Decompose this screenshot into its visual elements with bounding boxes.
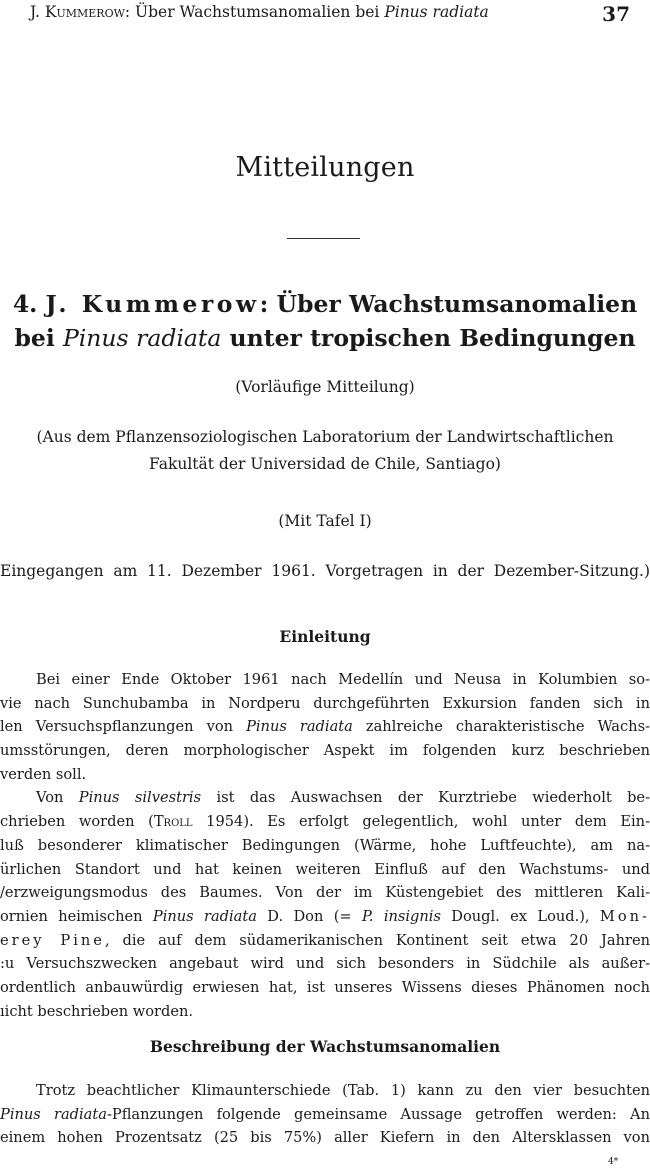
- heading-beschreibung: Beschreibung der Wachstumsanomalien: [149, 1037, 501, 1056]
- institution: [0, 424, 650, 478]
- heading-einleitung: Einleitung: [279, 627, 371, 646]
- text-span: 1954). Es erfolgt gelegentlich, wohl unter dem Ein-: [192, 813, 650, 831]
- article-subtitle: (Vorläufige Mitteilung): [235, 378, 415, 396]
- text-line: vie nach Sunchubamba in Nordperu durchgeführten Exkursion fanden sich in: [0, 694, 650, 712]
- text-span: chrieben worden (: [0, 813, 154, 831]
- cited-author: Troll: [153, 813, 193, 831]
- text-span: ist das Auswachsen der Kurztriebe wiederholt be-: [201, 789, 650, 807]
- text-span: D. Don (=: [256, 907, 362, 925]
- text-span: , die auf dem südamerikanischen Kontinent seit etwa 20 Jahren: [104, 931, 650, 949]
- text-line: /erzweigungsmodus des Baumes. Von der im Küstengebiet des mittleren Kali-: [0, 884, 650, 902]
- article-author: J. Kummerow: [45, 290, 260, 318]
- common-name: erey Pine: [0, 931, 105, 949]
- text-line: [0, 905, 650, 929]
- text-span: -Pflanzungen folgende gemeinsame Aussage getroffen werden: An: [106, 1105, 650, 1123]
- article-title-species: Pinus radiata: [62, 324, 222, 352]
- species-name: Pinus radiata: [152, 907, 257, 925]
- article-title-line-1: [0, 287, 650, 321]
- text-line: verden soll.: [0, 765, 87, 783]
- running-head-author: Kummerow: [44, 3, 125, 21]
- page-number: 37: [602, 2, 630, 26]
- article-title-line-2: [0, 321, 650, 355]
- institution-line-1: (Aus dem Pflanzensoziologischen Laboratorium der Landwirtschaftlichen: [36, 428, 614, 446]
- signature-mark: 4*: [608, 1157, 619, 1167]
- species-name: Pinus silvestris: [78, 789, 202, 807]
- text-line: [0, 1103, 650, 1127]
- text-line: ordentlich anbauwürdig erwiesen hat, ist unseres Wissens dieses Phänomen noch: [0, 978, 650, 996]
- text-line: ıicht beschrieben worden.: [0, 1002, 194, 1020]
- text-line: [0, 786, 650, 810]
- article-title: [0, 287, 650, 355]
- title-divider: [287, 238, 360, 239]
- article-title-part2a: bei: [14, 324, 63, 352]
- article-title-part1: : Über Wachstumsanomalien: [259, 290, 638, 318]
- species-name: Pinus radiata: [246, 718, 353, 736]
- received-note: Eingegangen am 11. Dezember 1961. Vorgetragen in der Dezember-Sitzung.): [0, 562, 650, 580]
- text-line: Bei einer Ende Oktober 1961 nach Medellín und Neusa in Kolumbien so-: [36, 671, 650, 688]
- running-head-author-initial: J.: [30, 3, 40, 21]
- text-line: einem hohen Prozentsatz (25 bis 75%) aller Kiefern in den Altersklassen von: [0, 1129, 650, 1147]
- description-text: [0, 1079, 650, 1150]
- text-line: :u Versuchszwecken angebaut wird und sich besonders in Südchile als außer-: [0, 955, 650, 973]
- text-line: luß besonderer klimatischer Bedingungen (Wärme, hohe Luftfeuchte), am na-: [0, 836, 650, 854]
- section-title: Mitteilungen: [235, 152, 415, 183]
- running-head-text: [30, 3, 489, 21]
- species-name: Pinus radiata: [0, 1105, 107, 1123]
- text-line: ürlichen Standort und hat keinen weiteren Einfluß auf den Wachstums- und: [0, 860, 650, 878]
- text-span: len Versuchspflanzungen von: [0, 718, 247, 736]
- text-span: Dougl. ex Loud.),: [440, 907, 600, 925]
- introduction-text: [0, 668, 650, 1023]
- text-span: ornien heimischen: [0, 907, 153, 925]
- common-name: Mon-: [599, 907, 650, 925]
- text-line: Trotz beachtlicher Klimaunterschiede (Tab. 1) kann zu den vier besuchten: [36, 1082, 650, 1099]
- article-number: 4.: [12, 290, 38, 318]
- running-head-species: Pinus radiata: [384, 3, 489, 21]
- text-line: umsstörungen, deren morphologischer Aspekt im folgenden kurz beschrieben: [0, 742, 650, 760]
- article-title-part2b: unter tropischen Bedingungen: [221, 324, 636, 352]
- text-span: zahlreiche charakteristische Wachs-: [352, 718, 650, 736]
- plate-reference: (Mit Tafel I): [278, 512, 372, 530]
- text-line: [0, 810, 650, 834]
- running-head-title: : Über Wachstumsanomalien bei: [124, 3, 385, 21]
- text-line: [0, 715, 650, 739]
- text-line: [0, 929, 650, 953]
- institution-line-2: Fakultät der Universidad de Chile, Santiago): [149, 455, 501, 473]
- species-name: P. insignis: [361, 907, 441, 925]
- text-span: Von: [36, 789, 79, 807]
